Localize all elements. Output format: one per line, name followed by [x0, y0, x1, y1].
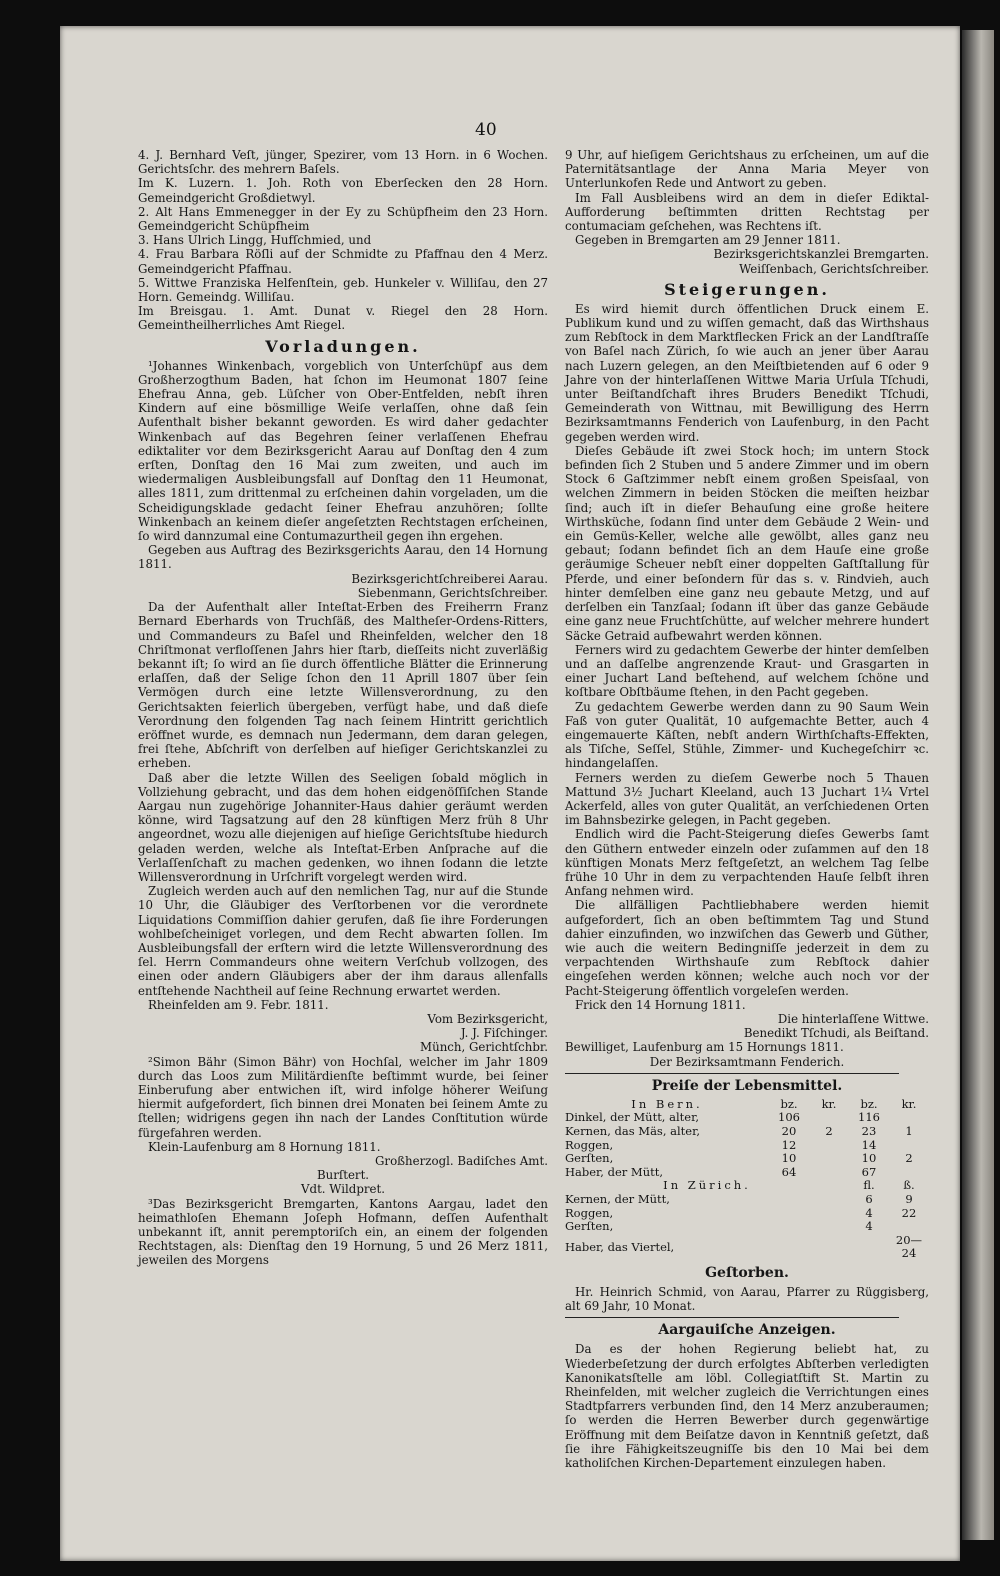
- right-column: [565, 148, 929, 1470]
- notice-winkenbach: ¹Johannes Winkenbach, vorgeblich von Unterſchüpf aus dem Großherzogthum Baden, hat ſchon im Heumonat 1807 ſeine Ehefrau Anna, geb. Lüſcher von Ober-Entfelden, nebſt ihren Kindern auf eine bösmillige Weiſe verlaſſen, ohne daß ſein Aufenthalt bisher bekannt geworden. Es wird daher gedachter Winkenbach auf das Begehren ſeiner verlaſſenen Ehefrau ediktaliter vor dem Bezirksgericht Aarau auf Donſtag den 4 zum erſten, Donſtag den 16 Mai zum zweiten, und auch im wiedermaligen Ausbleibungsfall auf Donſtag den 11 Heumonat, alles 1811, zum drittenmal zu erſcheinen dahin vorgeladen, um die Scheidigungsklade gedacht ſeiner Ehefrau anzuhören; ſollte Winkenbach an keinem dieſer angeſetzten Rechtstagen erſcheinen, ſo wird dannzumal eine Contumazurtheil gegen ihn ergehen.: [138, 358, 548, 544]
- auction-signature: Benedikt Tſchudi, als Beiſtand.: [743, 1026, 929, 1041]
- list-item: 4. Frau Barbara Röſli auf der Schmidte zu Pfaffnau den 4 Merz. Gemeindgericht Pfaffnau.: [138, 247, 548, 276]
- table-row: [565, 1220, 929, 1234]
- price-item: Dinkel, der Mütt, alter,: [565, 1110, 699, 1125]
- divider: [565, 1317, 899, 1318]
- price-value: 1: [905, 1123, 913, 1138]
- notice-place-date: Klein-Laufenburg am 8 Hornung 1811.: [148, 1139, 381, 1154]
- notice-signature: Vom Bezirksgericht,: [427, 1011, 548, 1026]
- section-heading-prices: Preiſe der Lebensmittel.: [651, 1077, 843, 1094]
- auction-paragraph: Es wird hiemit durch öffentlichen Druck einem E. Publikum kund und zu wiſſen gemacht, daß das Wirthshaus zum Rebſtock in dem Marktflecken Frick an der Landſtraſſe von Baſel nach Zürich, ſo wie auch an jener über Aarau nach Luzern gelegen, an den Meiſtbietenden auf 6 oder 9 Jahre von der hinterlaſſenen Wittwe Maria Urſula Tſchudi, unter Beiſtandſchaft ihres Bruders Benedikt Tſchudi, Gemeinderath von Wittnau, mit Bewilligung des Herrn Bezirksamtmanns Fenderich von Laufenburg, in den Pacht gegeben werden wird.: [565, 301, 929, 444]
- price-unit: ß.: [903, 1178, 915, 1193]
- price-item: Roggen,: [565, 1137, 614, 1152]
- price-value: 23: [861, 1123, 877, 1138]
- auction-paragraph: Ferners werden zu dieſem Gewerbe noch 5 Thauen Mattund 3½ Juchart Kleeland, auch 13 Juchart 1¼ Vrtel Ackerfeld, alles von guter Qualität, an verſchiedenen Orten im Bahnsbezirke gelegen, in Pacht gegeben.: [565, 770, 929, 828]
- price-item: Haber, das Viertel,: [565, 1239, 675, 1254]
- auction-paragraph: Ferners wird zu gedachtem Gewerbe der hinter demſelben und an daſſelbe angrenzende Kraut- und Grasgarten in einer Juchart Land beſtehend, auf welchem ſchöne und koſtbare Obſtbäume ſtehen, in den Pacht gegeben.: [565, 642, 929, 700]
- price-item: Kernen, der Mütt,: [565, 1191, 670, 1206]
- price-table-bern: [565, 1098, 929, 1180]
- list-item: Im Breisgau. 1. Amt. Dunat v. Riegel den 28 Horn. Gemeintheilherrliches Amt Riegel.: [138, 304, 548, 333]
- price-value: [809, 1139, 849, 1153]
- notice-signature: Großherzogl. Badiſches Amt.: [375, 1154, 548, 1169]
- price-item: Haber, der Mütt,: [565, 1164, 663, 1179]
- price-table-zurich: [565, 1179, 929, 1261]
- price-value: 10: [781, 1151, 797, 1166]
- auction-paragraph: Endlich wird die Pacht-Steigerung dieſes Gewerbs ſamt den Güthern entweder einzeln oder zuſammen auf den 18 künftigen Monats Merz feſtgeſetzt, an welchem Tag ſelbe frühe 10 Uhr in dem zu verpachtenden Hauſe ſelbſt ihren Anfang nehmen wird.: [565, 827, 929, 899]
- list-item: 3. Hans Ulrich Lingg, Hufſchmied, und: [138, 233, 372, 248]
- list-item: 2. Alt Hans Emmenegger in der Ey zu Schüpfheim den 23 Horn. Gemeindgericht Schüpfheim: [138, 204, 548, 234]
- list-item: 4. J. Bernhard Veſt, jünger, Spezirer, vom 13 Horn. in 6 Wochen. Gerichtsſchr. des mehrern Baſels.: [138, 148, 548, 177]
- notice-signature: Siebenmann, Gerichtsſchreiber.: [357, 585, 548, 600]
- notice-truchsaess-p3: Zugleich werden auch auf den nemlichen Tag, nur auf die Stunde 10 Uhr, die Gläubiger des Verſtorbenen vor die verordnete Liquidations Commiſſion dahier gerufen, daß ſie ihre Forderungen wohlbeſcheiniget vorlegen, und dem Recht abwarten ſollen. Im Ausbleibungsfall der erſtern wird die letzte Willensverordnung des ſel. Herrn Commandeurs ohne weitern Verſchub vollzogen, des einen oder andern Gläubigers aber der ihm daraus allenfalls entſtehende Nachtheil auf ſeine Rechnung erwartet werden.: [138, 884, 548, 998]
- price-value: [809, 1111, 849, 1125]
- notice-place-date: Rheinfelden am 9. Febr. 1811.: [148, 997, 329, 1012]
- auction-paragraph: Zu gedachtem Gewerbe werden dann zu 90 Saum Wein Faß von guter Qualität, 10 aufgemachte Better, auch 4 eingemauerte Käſten, nebſt andern Wirthſchafts-Effekten, als Tiſche, Seſſel, Stühle, Zimmer- und Kuchegeſchirr ꝛc. hindangelaſſen.: [565, 699, 929, 771]
- auction-approval-signature: Der Bezirksamtmann Fenderich.: [649, 1054, 845, 1069]
- price-value: 106: [778, 1110, 800, 1125]
- section-heading-gestorben: Geſtorben.: [705, 1264, 789, 1281]
- price-value: [849, 1234, 889, 1261]
- price-value: [809, 1166, 849, 1180]
- table-row: [565, 1193, 929, 1207]
- price-item: Kernen, das Mäs, alter,: [565, 1123, 700, 1138]
- price-value: 2: [825, 1123, 833, 1138]
- list-item: Im K. Luzern. 1. Joh. Roth von Eberſecken den 28 Horn. Gemeindgericht Großdietwyl.: [138, 176, 548, 205]
- price-value: [889, 1111, 929, 1125]
- notice-hofmann-continued: 9 Uhr, auf hieſigem Gerichtshaus zu erſcheinen, um auf die Paternitätsantlage der Anna Maria Meyer von Unterlunkofen Rede und Antwort zu geben.: [565, 148, 929, 191]
- price-item: Gerſten,: [565, 1151, 614, 1166]
- list-item: 5. Wittwe Franziska Helfenſtein, geb. Hunkeler v. Williſau, den 27 Horn. Gemeindg. Williſau.: [138, 275, 548, 305]
- notice-baehr: ²Simon Bähr (Simon Bähr) von Hochſal, welcher im Jahr 1809 durch das Loos zum Militärdienſte beſtimmt wurde, bei ſeiner Einberufung aber entwichen iſt, wird infolge höherer Weiſung hiermit aufgefordert, ſich binnen drei Monaten bei ſeinem Amte zu ſtellen; widrigens gegen ihn nach der Landes Conſtitution würde fürgefahren werden.: [138, 1054, 548, 1140]
- price-value: 14: [861, 1137, 877, 1152]
- table-row: [565, 1125, 929, 1139]
- price-value: [889, 1139, 929, 1153]
- price-table-city: In Zürich.: [663, 1178, 751, 1193]
- price-value: 116: [858, 1110, 880, 1125]
- price-unit: kr.: [901, 1096, 917, 1111]
- price-value: 6: [865, 1191, 873, 1206]
- notice-given-date: Gegeben in Bremgarten am 29 Jenner 1811.: [575, 233, 841, 248]
- notice-signature: Bezirksgerichtſchreiberei Aarau.: [351, 571, 548, 586]
- price-value: 4: [865, 1219, 873, 1234]
- section-heading-vorladungen: Vorladungen.: [265, 336, 421, 356]
- table-row: [565, 1139, 929, 1153]
- notice-signature: Weiſſenbach, Gerichtsſchreiber.: [739, 261, 929, 276]
- price-unit: fl.: [863, 1178, 875, 1193]
- notice-hofmann: ³Das Bezirksgericht Bremgarten, Kantons Aargau, ladet den heimathloſen Ehemann Joſeph Hofmann, deſſen Aufenthalt unbekannt iſt, annit peremptoriſch ein, an einem der folgenden Rechtstagen, als: Dienſtag den 19 Hornung, 5 und 26 Merz 1811, jeweilen des Morgens: [138, 1196, 548, 1268]
- notice-given-date: Gegeben aus Auftrag des Bezirksgerichts Aarau, den 14 Hornung 1811.: [138, 543, 548, 572]
- price-value: 12: [781, 1137, 797, 1152]
- table-row: [565, 1166, 929, 1180]
- table-row: [565, 1234, 929, 1261]
- price-unit: bz.: [780, 1096, 798, 1111]
- price-value: 2: [905, 1151, 913, 1166]
- price-item: Gerſten,: [565, 1219, 614, 1234]
- section-heading-steigerungen: Steigerungen.: [664, 279, 830, 299]
- left-column: [138, 148, 548, 1268]
- price-value: 20: [781, 1123, 797, 1138]
- auction-paragraph: Die allfälligen Pachtliebhabere werden hiemit aufgefordert, ſich an oben beſtimmtem Tag und Stund dahier einzufinden, wo inzwiſchen das Gewerb und Güther, wie auch die weitern Bedingniſſe jederzeit in dem zu verpachtenden Wirthshauſe zum Rebſtock dahier eingeſehen werden können; welche auch noch vor der Pacht-Steigerung öffentlich vorgeleſen werden.: [565, 898, 929, 998]
- notice-truchsaess-p1: Da der Aufenthalt aller Inteſtat-Erben des Freiherrn Franz Bernard Eberhards von Truchſäß, des Maltheſer-Ordens-Ritters, und Commandeurs zu Baſel und Rheinfelden, welcher den 18 Chriſtmonat verfloſſenen Jahrs hier ſtarb, dieſſeits nicht zuverläßig bekannt iſt; ſo wird an ſie durch öffentliche Blätter die Erinnerung erlaſſen, daß der Selige ſchon den 11 Aprill 1807 über ſein Vermögen durch eine letzte Willensverordnung, zu den Gerichtsakten feierlich übergeben, verfügt habe, und daß dieſe Verordnung den folgenden Tag nach ſeinem Hintritt gerichtlich eröffnet wurde, es demnach nun Jedermann, dem daran gelegen, frei ſtehe, Abſchrift von derſelben auf hieſiger Gerichtskanzlei zu erheben.: [138, 600, 548, 771]
- page-number: 40: [475, 120, 497, 140]
- table-row: [565, 1207, 929, 1221]
- announcement-paragraph: Da es der hohen Regierung beliebt hat, zu Wiederbeſetzung der durch erfolgtes Abſterben verledigten Kanonikatsſtelle am löbl. Collegiatſtift St. Martin zu Rheinfelden, mit welcher zugleich die Verrichtungen eines Stadtpfarrers verbunden ſind, den 14 Merz anzuberaumen; ſo werden die Herren Bewerber durch gegenwärtige Eröffnung mit dem Beiſatze davon in Kenntniß geſetzt, daß ſie ihre Fähigkeitszeugniſſe bis den 10 Mai bei dem katholiſchen Kirchen-Departement einzulegen haben.: [565, 1342, 929, 1470]
- death-notice: Hr. Heinrich Schmid, von Aarau, Pfarrer zu Rüggisberg, alt 69 Jahr, 10 Monat.: [565, 1284, 929, 1314]
- price-value: [889, 1220, 929, 1234]
- notice-signature: J. J. Fiſchinger.: [460, 1026, 548, 1041]
- price-value: 64: [781, 1164, 797, 1179]
- table-row: [565, 1111, 929, 1125]
- price-unit: bz.: [860, 1096, 878, 1111]
- price-item: Roggen,: [565, 1205, 614, 1220]
- price-value: 67: [861, 1164, 877, 1179]
- table-row: [565, 1152, 929, 1166]
- price-value: 10: [861, 1151, 877, 1166]
- auction-place-date: Frick den 14 Hornung 1811.: [575, 997, 746, 1012]
- price-value: 4: [865, 1205, 873, 1220]
- price-value: [889, 1166, 929, 1180]
- notice-truchsaess-p2: Daß aber die letzte Willen des Seeligen ſobald möglich in Vollziehung gebracht, und das dem hohen eidgenöſſiſchen Stande Aargau nun zugehörige Johanniter-Haus dahier geräumt werden könne, wird Tagsatzung auf den 28 künftigen Merz früh 8 Uhr angeordnet, wozu alle diejenigen auf hieſige Gerichtsſtube hiedurch geladen werden, welche als Inteſtat-Erben Anſprache auf die Verlaſſenſchaft zu machen gedenken, wo ihnen ſodann die letzte Willensverordnung in Urſchrift vorgelegt werden wird.: [138, 770, 548, 884]
- price-value: 20—24: [895, 1232, 923, 1261]
- notice-hofmann-continued: Im Fall Ausbleibens wird an dem in dieſer Ediktal-Aufforderung beſtimmten dritten Rechtstag per contumaciam geſchehen, was Rechtens iſt.: [565, 190, 929, 234]
- price-unit: kr.: [821, 1096, 837, 1111]
- section-heading-aargauische-anzeigen: Aargauiſche Anzeigen.: [658, 1322, 836, 1339]
- auction-signature: Die hinterlaſſene Wittwe.: [777, 1011, 929, 1026]
- price-value: [809, 1152, 849, 1166]
- auction-paragraph: Dieſes Gebäude iſt zwei Stock hoch; im untern Stock befinden ſich 2 Stuben und 5 andere Zimmer und im obern Stock 6 Gaſtzimmer nebſt einem großen Speisſaal, von welchen Zimmern in beiden Stöcken die meiſten heizbar ſind; auch iſt in dieſer Behauſung eine große heitere Wirthsküche, ſodann ſind unter dem Gebäude 2 Wein- und ein Gemüs-Keller, welche alle gewölbt, alles ganz neu gebaut; ſodann befindet ſich an dem Hauſe eine große geräumige Scheuer nebſt einer doppelten Gaſtſtallung für Pferde, und einer beſondern für das s. v. Rindvieh, auch hinter demſelben eine ganz neu gebaute Metzg, und auf derſelben ein Tanzſaal; ſodann iſt über das ganze Gebäude eine ganz neue Fruchtſchütte, auf welcher mehrere hundert Säcke Getraid aufbewahrt werden können.: [565, 443, 929, 643]
- price-value: 22: [901, 1205, 917, 1220]
- notice-signature: Vdt. Wildpret.: [301, 1182, 385, 1197]
- notice-signature: Münch, Gerichtſchbr.: [420, 1040, 548, 1055]
- notice-signature: Burſtert.: [316, 1168, 370, 1183]
- divider: [565, 1073, 899, 1074]
- adjacent-page-edge: [962, 30, 994, 1540]
- price-table-city: In Bern.: [631, 1096, 703, 1111]
- price-value: 9: [905, 1191, 913, 1206]
- auction-approval: Bewilliget, Laufenburg am 15 Hornungs 1811.: [565, 1040, 844, 1055]
- notice-signature: Bezirksgerichtskanzlei Bremgarten.: [713, 247, 929, 262]
